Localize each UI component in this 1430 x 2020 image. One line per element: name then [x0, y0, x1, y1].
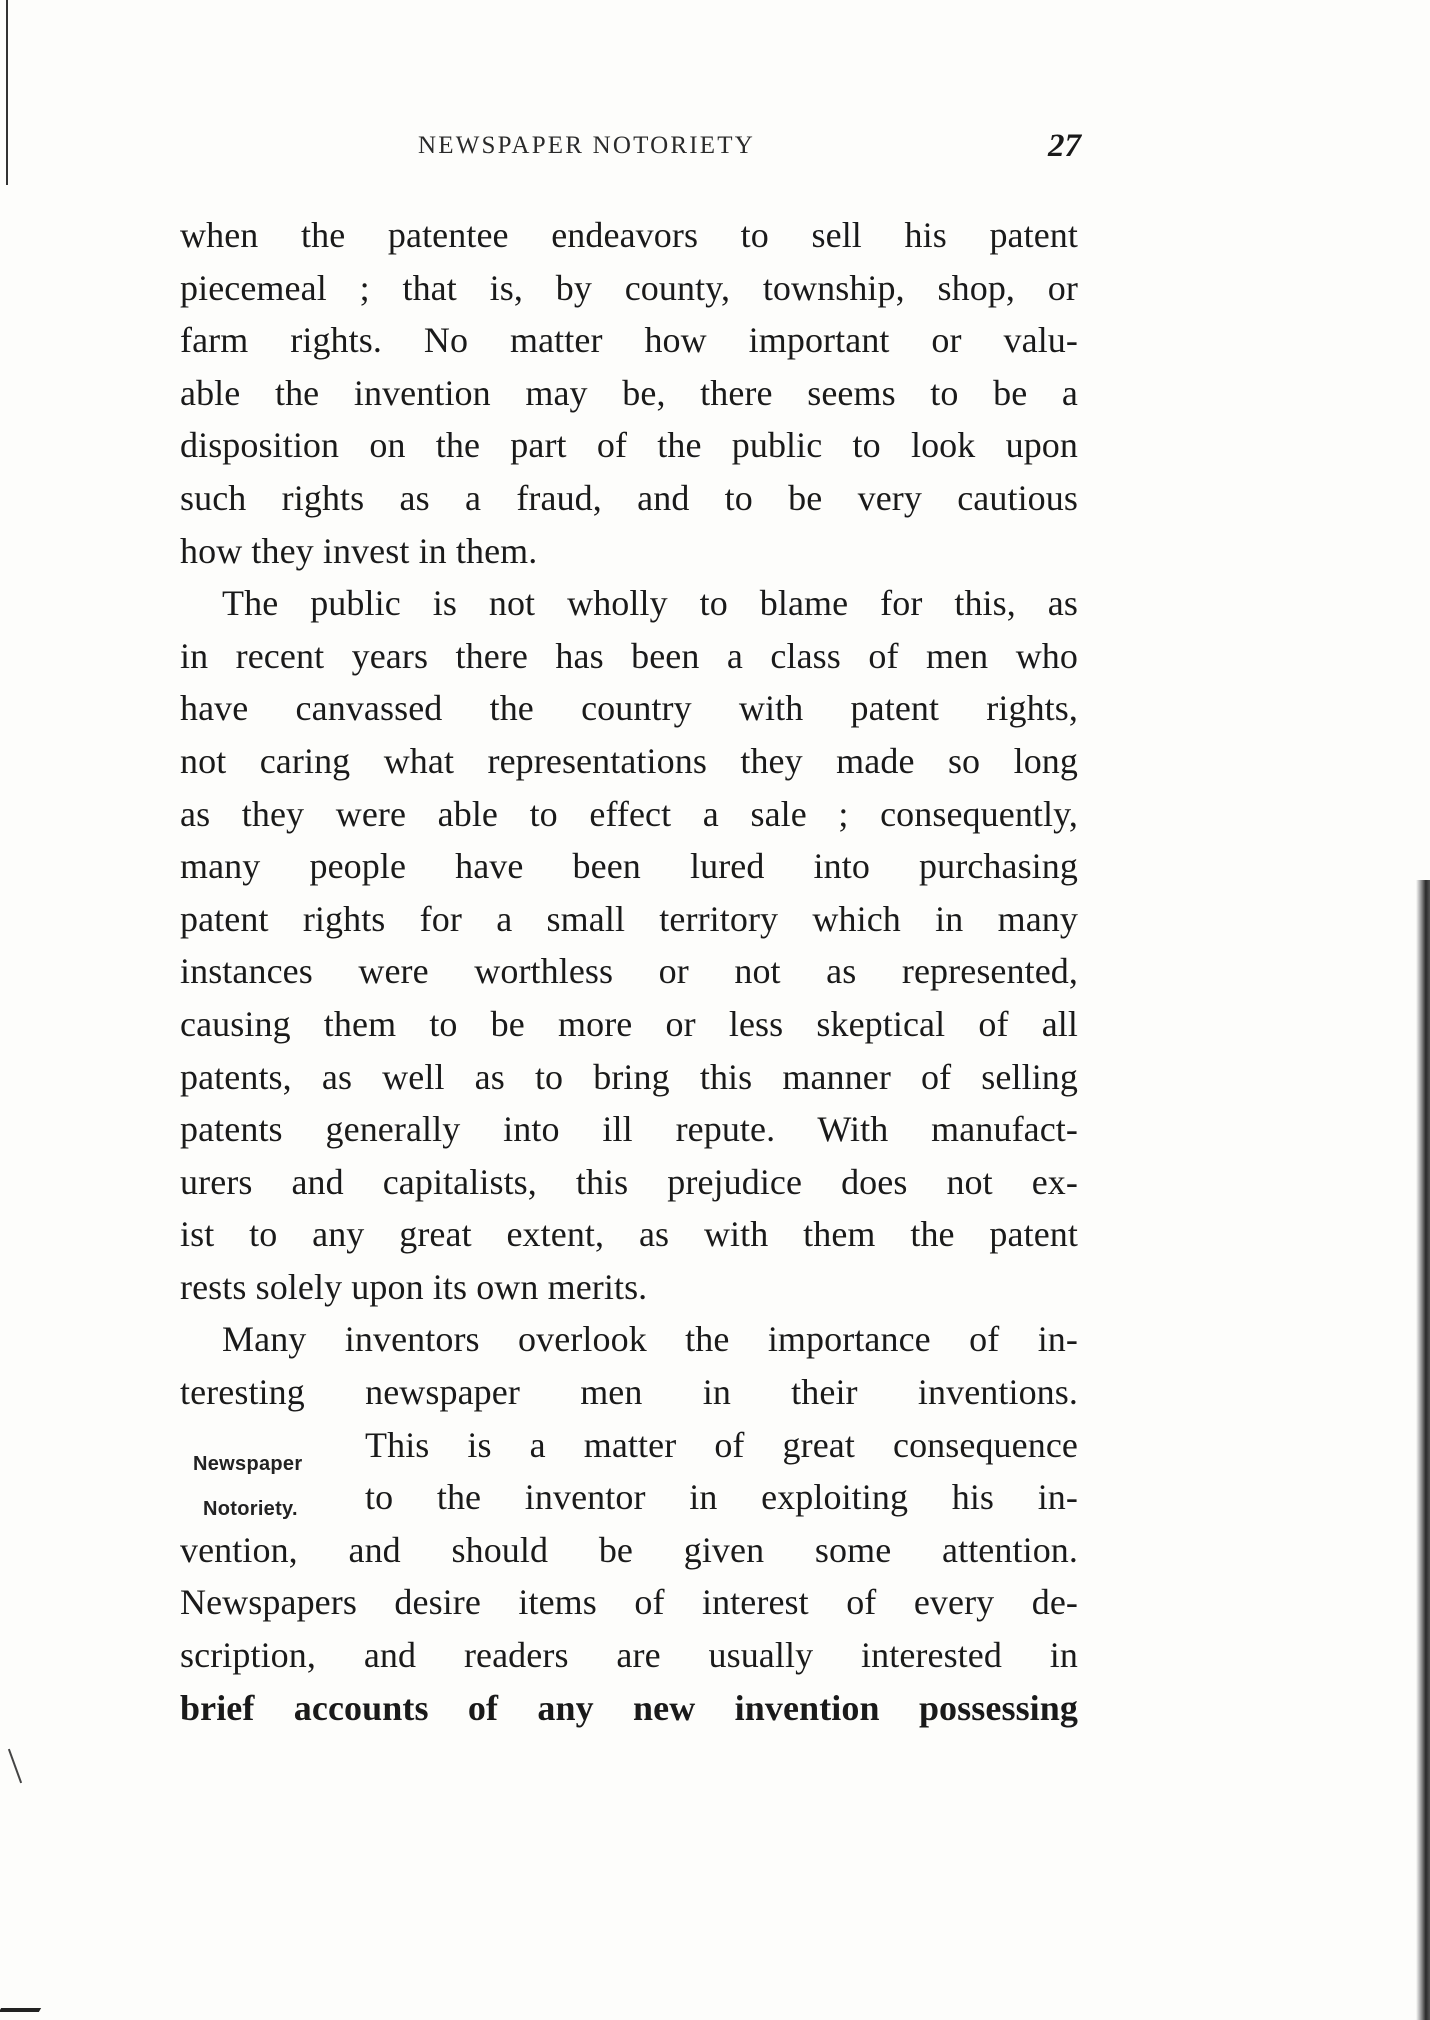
text-line: brief accounts of any new invention possessing [180, 1687, 1078, 1728]
text-line: urers and capitalists, this prejudice does not ex- [180, 1161, 1078, 1202]
text-line: Newspapers desire items of interest of every de- [180, 1582, 1078, 1623]
running-head: NEWSPAPER NOTORIETY [418, 132, 755, 159]
margin-note-line-1: Newspaper [193, 1453, 303, 1475]
text-line: scription, and readers are usually interested in [180, 1635, 1078, 1676]
text-line: able the invention may be, there seems to be a [180, 372, 1078, 413]
scan-mark-bottom [0, 2008, 41, 2012]
text-line: when the patentee endeavors to sell his patent [180, 215, 1078, 255]
text-line: ist to any great extent, as with them the patent [180, 1214, 1078, 1255]
body-text [180, 209, 1078, 1734]
text-line: This is a matter of great consequence [365, 1424, 1078, 1465]
text-line: disposition on the part of the public to look upon [180, 425, 1078, 466]
scan-mark-left [8, 1749, 22, 1784]
text-line: as they were able to effect a sale ; consequently, [180, 793, 1078, 834]
text-line: to the inventor in exploiting his in- [365, 1477, 1078, 1518]
text-line: many people have been lured into purchasing [180, 846, 1078, 887]
text-line: teresting newspaper men in their inventions. [180, 1372, 1078, 1413]
page-number: 27 [1048, 128, 1081, 164]
text-line: piecemeal ; that is, by county, township, shop, or [180, 267, 1078, 308]
margin-note-line-2: Notoriety. [203, 1498, 298, 1520]
text-line: not caring what representations they made so long [180, 740, 1078, 781]
scan-edge-right [1416, 880, 1430, 2020]
text-line: patent rights for a small territory which in many [180, 898, 1078, 939]
text-line: patents generally into ill repute. With manufact- [180, 1109, 1078, 1150]
text-line: how they invest in them. [180, 530, 538, 571]
text-line: have canvassed the country with patent rights, [180, 688, 1078, 729]
text-line: causing them to be more or less skeptical of all [180, 1003, 1078, 1044]
text-line: patents, as well as to bring this manner of selling [180, 1056, 1078, 1097]
text-line: Many inventors overlook the importance of in- [222, 1319, 1078, 1360]
scan-edge-left [6, 0, 8, 185]
text-line: rests solely upon its own merits. [180, 1266, 648, 1307]
text-line: farm rights. No matter how important or valu- [180, 320, 1078, 361]
text-line: The public is not wholly to blame for this, as [222, 583, 1078, 624]
text-line: instances were worthless or not as represented, [180, 951, 1078, 992]
text-line: such rights as a fraud, and to be very cautious [180, 477, 1078, 518]
text-line: vention, and should be given some attention. [180, 1529, 1078, 1570]
text-line: in recent years there has been a class of men who [180, 635, 1078, 676]
